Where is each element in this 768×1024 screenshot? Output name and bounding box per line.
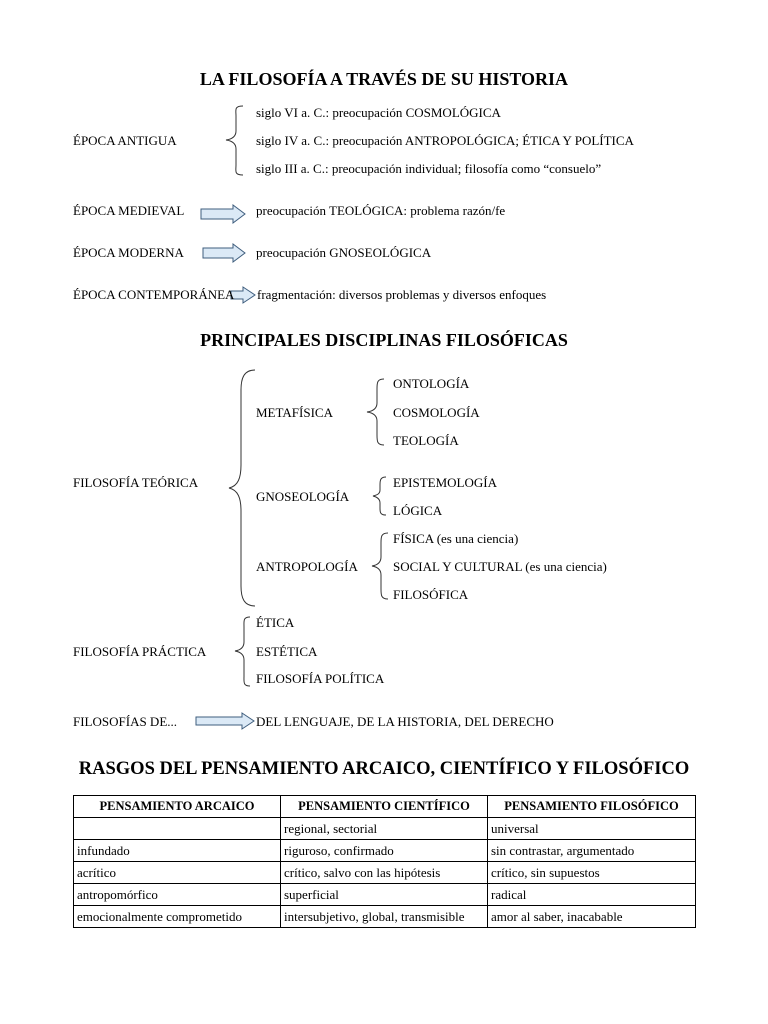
epoca-moderna-text: preocupación GNOSEOLÓGICA — [256, 245, 432, 260]
antropologia-item: FÍSICA (es una ciencia) — [393, 531, 519, 546]
brace-epoca-antigua — [226, 106, 243, 175]
column-header: PENSAMIENTO CIENTÍFICO — [281, 796, 488, 818]
epoca-medieval-text: preocupación TEOLÓGICA: problema razón/fe — [256, 203, 506, 218]
section-title-historia: LA FILOSOFÍA A TRAVÉS DE SU HISTORIA — [199, 69, 569, 89]
filosofia-practica-label: FILOSOFÍA PRÁCTICA — [73, 644, 207, 659]
table-cell: radical — [488, 884, 696, 906]
table-cell: emocionalmente comprometido — [74, 906, 281, 928]
right-arrow-icon — [196, 713, 254, 729]
gnoseologia-item: LÓGICA — [393, 503, 443, 518]
metafisica-item: ONTOLOGÍA — [393, 376, 470, 391]
table-row — [74, 818, 696, 840]
epoca-moderna-label: ÉPOCA MODERNA — [73, 245, 184, 260]
epoca-antigua-label: ÉPOCA ANTIGUA — [73, 133, 177, 148]
gnoseologia-item: EPISTEMOLOGÍA — [393, 475, 497, 490]
table-header-row — [74, 796, 696, 818]
table-cell: regional, sectorial — [281, 818, 488, 840]
antropologia-item: FILOSÓFICA — [393, 587, 469, 602]
brace-filosofia-teorica — [229, 370, 255, 606]
table-cell: acrítico — [74, 862, 281, 884]
table-cell: antropomórfico — [74, 884, 281, 906]
table-row — [74, 840, 696, 862]
gnoseologia-label: GNOSEOLOGÍA — [256, 489, 350, 504]
right-arrow-icon — [203, 244, 245, 262]
antropologia-label: ANTROPOLOGÍA — [256, 559, 358, 574]
epoca-contemporanea-text: fragmentación: diversos problemas y diversos enfoques — [257, 287, 547, 302]
column-header: PENSAMIENTO ARCAICO — [74, 796, 281, 818]
section-title-disciplinas: PRINCIPALES DISCIPLINAS FILOSÓFICAS — [200, 330, 568, 350]
right-arrow-icon — [231, 287, 255, 303]
metafisica-item: COSMOLOGÍA — [393, 405, 480, 420]
practica-item: ESTÉTICA — [256, 644, 318, 659]
table-cell: universal — [488, 818, 696, 840]
table-cell: amor al saber, inacabable — [488, 906, 696, 928]
filosofias-de-label: FILOSOFÍAS DE... — [73, 714, 178, 729]
right-arrow-icon — [201, 205, 245, 223]
practica-item: FILOSOFÍA POLÍTICA — [256, 671, 385, 686]
metafisica-label: METAFÍSICA — [256, 405, 333, 420]
rasgos-table — [73, 795, 696, 928]
antigua-item: siglo III a. C.: preocupación individual; filosofía como “consuelo” — [256, 161, 602, 176]
antigua-item: siglo IV a. C.: preocupación ANTROPOLÓGICA; ÉTICA Y POLÍTICA — [256, 133, 634, 148]
table-cell: intersubjetivo, global, transmisible — [281, 906, 488, 928]
table-row — [74, 884, 696, 906]
table-cell: crítico, salvo con las hipótesis — [281, 862, 488, 884]
table-cell — [74, 818, 281, 840]
practica-item: ÉTICA — [256, 615, 295, 630]
brace-metafisica — [367, 379, 384, 445]
metafisica-item: TEOLOGÍA — [393, 433, 459, 448]
table-row — [74, 862, 696, 884]
brace-filosofia-practica — [235, 617, 250, 686]
epoca-contemporanea-label: ÉPOCA CONTEMPORÁNEA — [73, 287, 235, 302]
table-cell: superficial — [281, 884, 488, 906]
table-row — [74, 906, 696, 928]
column-header: PENSAMIENTO FILOSÓFICO — [488, 796, 696, 818]
section-title-rasgos: RASGOS DEL PENSAMIENTO ARCAICO, CIENTÍFICO Y FILOSÓFICO — [78, 759, 690, 779]
brace-gnoseologia — [373, 477, 386, 515]
antropologia-item: SOCIAL Y CULTURAL (es una ciencia) — [393, 559, 607, 574]
table-cell: sin contrastar, argumentado — [488, 840, 696, 862]
table-cell: crítico, sin supuestos — [488, 862, 696, 884]
table-cell: riguroso, confirmado — [281, 840, 488, 862]
table-cell: infundado — [74, 840, 281, 862]
filosofia-teorica-label: FILOSOFÍA TEÓRICA — [73, 475, 199, 490]
antigua-item: siglo VI a. C.: preocupación COSMOLÓGICA — [256, 105, 501, 120]
brace-antropologia — [372, 533, 388, 599]
epoca-medieval-label: ÉPOCA MEDIEVAL — [73, 203, 185, 218]
filosofias-de-text: DEL LENGUAJE, DE LA HISTORIA, DEL DERECHO — [256, 714, 554, 729]
